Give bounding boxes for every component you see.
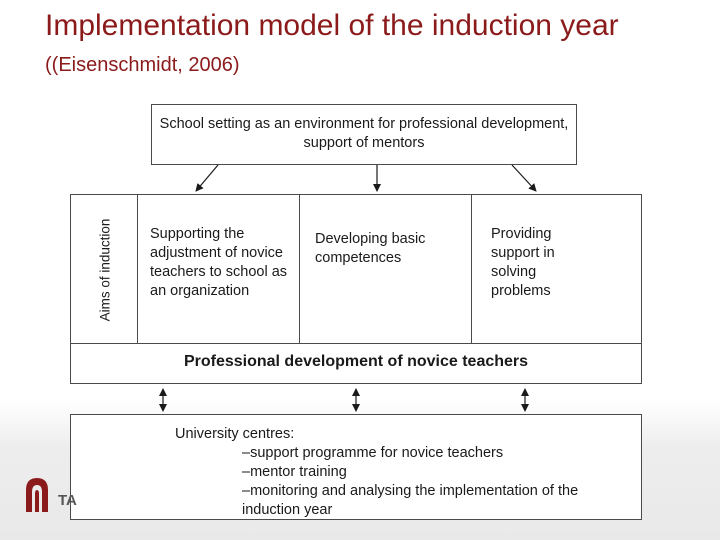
university-title: University centres:	[175, 426, 295, 442]
university-item: –monitoring and analysing the implementation of the induction year	[242, 483, 579, 518]
aims-label: Aims of induction	[97, 218, 113, 322]
aim-adjustment: Supporting the adjustment of novice teachers to school as an organization	[150, 226, 288, 299]
university-item: –support programme for novice teachers	[242, 445, 504, 461]
university-logo-icon	[22, 474, 52, 514]
arrow-to-support	[512, 165, 536, 191]
aim-support: Providing support in solving problems	[491, 226, 555, 299]
university-item: –mentor training	[242, 464, 347, 480]
aim-competences: Developing basic competences	[315, 231, 426, 266]
arrow-to-adjustment	[196, 165, 218, 191]
school-setting-box: School setting as an environment for professional development, support of mentors	[151, 104, 577, 165]
slide-title: Implementation model of the induction year	[45, 9, 619, 42]
logo-text: TA	[58, 492, 77, 509]
slide-subtitle: ((Eisenschmidt, 2006)	[45, 54, 240, 76]
professional-development-label: Professional development of novice teachers	[183, 353, 529, 370]
